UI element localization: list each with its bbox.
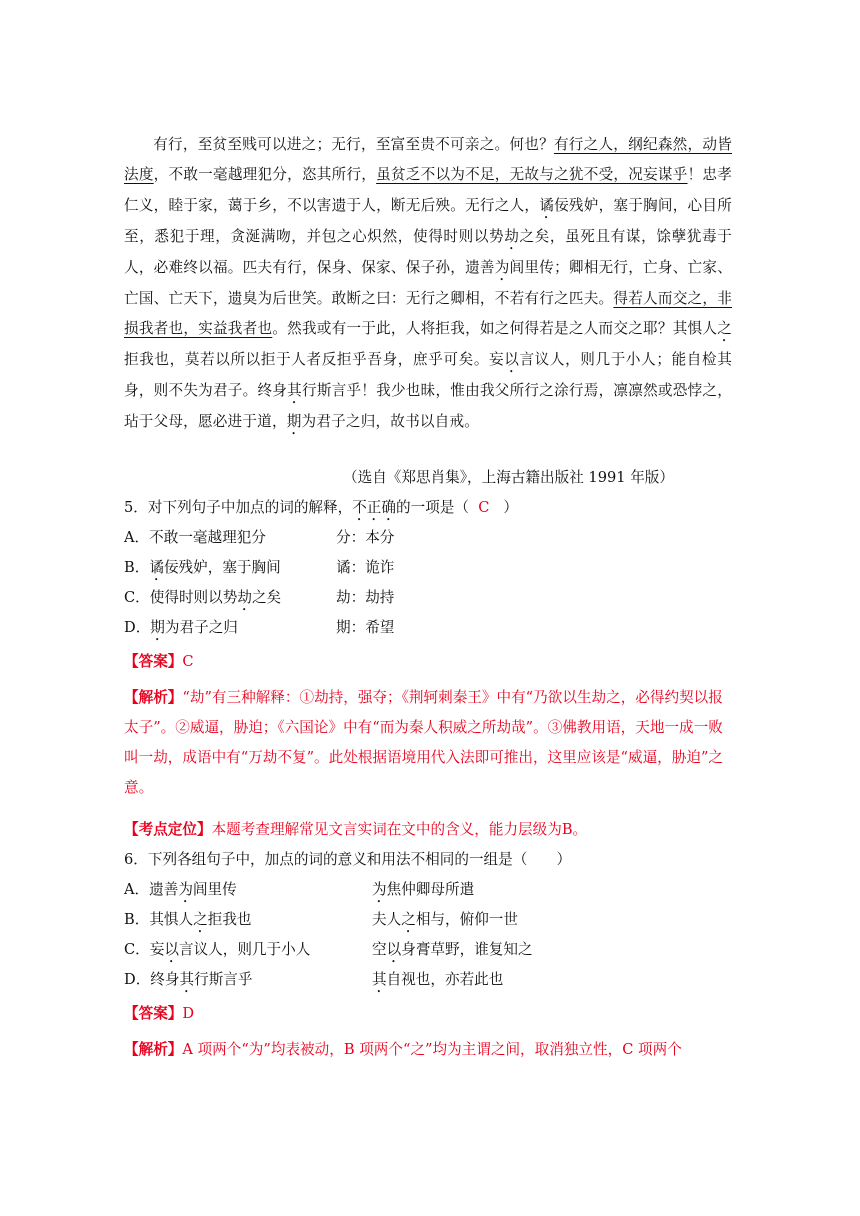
dotted-word: 不正确 (352, 499, 396, 516)
option-d (124, 613, 736, 643)
passage-text: 言议人，则几于小人；能自检其身，则不失为君子。终身 (124, 351, 732, 400)
analysis-tag: 【解析】 (124, 1041, 183, 1058)
stem-text: ） (503, 499, 518, 516)
option-text: D．终身 (124, 971, 180, 988)
option-text: 之矣 (251, 589, 282, 606)
passage-text: 。然我或有一于此，人将拒我，如之何得若是之人而交之耶？其惧人 (272, 320, 718, 338)
option-gloss: 劫：劫持 (336, 589, 395, 606)
option-compare (372, 935, 533, 966)
option-a (124, 523, 736, 553)
option-text: 闾里传 (192, 881, 237, 898)
question-6-answer (124, 999, 736, 1029)
dotted-word: 之 (401, 911, 416, 928)
option-text: C．使得时则以势 (124, 589, 238, 606)
option-text: 身膏草野，谁复知之 (401, 941, 533, 958)
question-5 (124, 493, 736, 643)
option-text: 拒我也 (207, 911, 252, 928)
option-text: 焦仲卿母所遣 (386, 881, 475, 898)
option-compare (372, 905, 518, 936)
option-text: 夫人 (372, 911, 402, 928)
analysis-text: A 项两个“为”均表被动，B 项两个“之”均为主谓之间，取消独立性，C 项两个 (182, 1041, 682, 1058)
option-text: 言议人，则几于小人 (178, 941, 311, 958)
dotted-word: 劫 (504, 227, 520, 245)
option-text: B． (124, 559, 150, 576)
option-text: A．遗善 (124, 881, 179, 898)
passage-text: ！忠孝仁义，睦于家，蔼于乡，不以害遗于人，断无后殃。无行之人， (124, 166, 732, 214)
dotted-word: 其 (372, 971, 387, 988)
passage-text: 有行，至贫至贱可以进之；无行，至富至贵不可亲之。何也？ (153, 136, 554, 153)
option-a (124, 875, 736, 905)
dotted-word: 期 (150, 619, 165, 636)
dotted-word: 劫 (237, 589, 252, 606)
option-text: A．不敢一毫越理犯 (124, 529, 252, 546)
option-text: C．妄 (124, 941, 165, 958)
question-5-answer (124, 647, 736, 677)
passage-text: 闾里传；卿相无行，亡身、亡家、亡国、亡天下，遗臭为后世笑。敢断之曰：无行之卿相，不若有行之匹夫。 (124, 258, 732, 307)
dotted-word: 分 (251, 529, 266, 546)
option-c (124, 583, 736, 613)
stem-text: 5．对下列句子中加点的词的解释， (124, 499, 353, 516)
passage-text: 拒我也，莫若以所以拒于人者反拒乎吾身，庶乎可矣。妄 (124, 351, 505, 369)
passage-text: ，不敢一毫越理犯分，恣其所行， (153, 166, 377, 184)
option-text: 为君子之归 (164, 619, 238, 636)
answer-tag: 【答案】 (124, 1005, 183, 1022)
option-text: 相与，俯仰一世 (415, 911, 518, 928)
analysis-tag: 【解析】 (124, 689, 183, 706)
option-c (124, 935, 736, 965)
option-text: D． (124, 619, 151, 636)
dotted-word: 之 (717, 320, 732, 338)
dotted-word: 谲 (539, 196, 555, 214)
dotted-word: 其 (287, 382, 302, 400)
passage-paragraph (124, 130, 732, 438)
underlined-sentence: 有行之人，纲纪森然，动皆法度 (124, 136, 732, 184)
dotted-word: 其 (179, 971, 195, 988)
inline-answer: C (478, 499, 490, 516)
dotted-word: 以 (386, 941, 402, 958)
passage-text: 行斯言乎！我少也昧，惟由我父所行之涂行焉，凛凛然或恐悖之，玷于父母，愿必进于道， (124, 382, 733, 431)
dotted-word: 期 (286, 413, 302, 431)
option-gloss: 谲：诡诈 (336, 559, 395, 576)
passage-text: 之矣，虽死且有谋，馀孽犹毒于人，必难终以福。匹夫有行，保身、保家、保子孙，遗善 (124, 227, 732, 276)
option-compare (372, 965, 503, 996)
option-b (124, 905, 736, 935)
analysis-text: “劫”有三种解释：①劫持，强夺；《荆轲刺秦王》中有“乃欲以生劫之，必得约契以报太子”。②威逼，胁迫；《六国论》中有“而为秦人积威之所劫哉”。③佛教用语，天地一成一败叫一劫，成语中有“万劫不复”。此处根据语境用代入法即可推出，这里应该是“威逼，胁迫”之意。 (124, 689, 724, 796)
answer-value: D (182, 1005, 195, 1022)
question-5-stem (124, 493, 736, 523)
dotted-word: 之 (193, 911, 208, 928)
option-text: B．其惧人 (124, 911, 194, 928)
point-tag: 【考点定位】 (124, 821, 212, 838)
stem-text: 的一项是（ (396, 499, 469, 516)
option-text: 空 (372, 941, 387, 958)
option-gloss: 分：本分 (336, 529, 395, 546)
option-d (124, 965, 736, 995)
passage-source: （选自《郑思肖集》，上海古籍出版社 1991 年版） (343, 469, 674, 486)
option-gloss: 期：希望 (336, 619, 395, 636)
option-compare (372, 875, 474, 906)
dotted-word: 以 (164, 941, 179, 958)
option-text: 行斯言乎 (194, 971, 253, 988)
question-5-analysis (124, 683, 736, 803)
question-6 (124, 845, 736, 995)
question-6-stem: 6．下列各组句子中，加点的词的意义和用法不相同的一组是（ ） (124, 851, 572, 868)
passage-text: 为君子之归，故书以自戒。 (301, 413, 480, 431)
point-text: 本题考查理解常见文言实词在文中的含义，能力层级为B。 (211, 821, 588, 838)
dotted-word: 为 (494, 258, 510, 276)
classical-passage (124, 130, 732, 438)
underlined-sentence: 得若人而交之，非损我者也，实益我者也 (124, 289, 732, 338)
option-text: 自视也，亦若此也 (386, 971, 504, 988)
option-b (124, 553, 736, 583)
answer-tag: 【答案】 (124, 653, 183, 670)
question-5-point (124, 815, 736, 845)
underlined-sentence: 虽贫乏不以为不足，无故与之犹不受，况妄谋乎 (376, 166, 688, 184)
dotted-word: 谲 (149, 559, 164, 576)
dotted-word: 为 (372, 881, 387, 898)
answer-value: C (182, 653, 194, 670)
dotted-word: 为 (178, 881, 193, 898)
passage-text: 佞残妒，塞于胸间，心目所至，悉犯于理，贪涎满吻，并包之心炽然，使得时则以势 (124, 196, 732, 245)
dotted-word: 以 (504, 351, 520, 369)
question-6-analysis (124, 1035, 736, 1065)
option-text: 佞残妒，塞于胸间 (163, 559, 281, 576)
